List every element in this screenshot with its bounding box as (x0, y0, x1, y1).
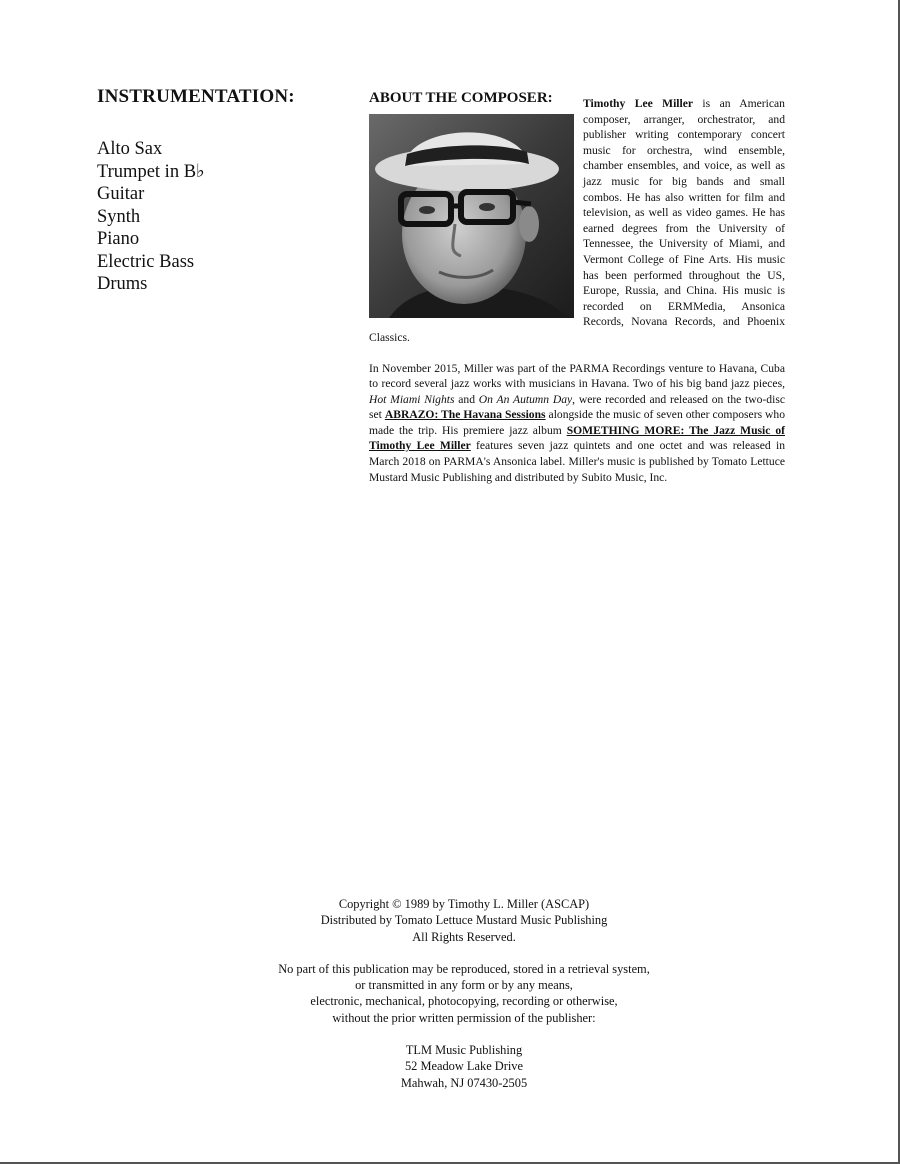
composer-name: Timothy Lee Miller (583, 97, 694, 110)
instrument-item: Trumpet in B♭ (97, 161, 205, 182)
instrumentation-heading: INSTRUMENTATION: (97, 86, 295, 107)
bio-2-text-d: alongside the music of seven other composers who made the trip. His premiere jazz album (369, 408, 786, 437)
rights-line: All Rights Reserved. (412, 929, 516, 944)
copyright-line: Copyright © 1989 by Timothy L. Miller (ASCAP) (338, 897, 590, 911)
instrument-item: Drums (97, 274, 148, 294)
something-more-album-link[interactable]: SOMETHING MORE: The Jazz Music of Timothy Lee Miller (369, 423, 785, 453)
instrument-item: Piano (97, 229, 140, 249)
instrument-item: Guitar (97, 184, 145, 204)
notice-line: without the prior written permission of the publisher: (332, 1010, 596, 1025)
bio-1-text: is an American composer, arranger, orchestrator, and publisher writing contemporary concert music for orchestra, wind ensemble, chamber ensembles, and voice, as well as jazz music for big bands and small combos. He has also written for film and television, as well as video games. He has earned degrees from the University of Tennessee, the University of Miami, and Vermont College of Fine Arts. His music has been performed throughout the US, Europe, Russia, and China. His music is recorded on ERMMedia, Ansonica Records, Novana Records, and Phoenix Classics. (369, 97, 785, 344)
notice-line: electronic, mechanical, photocopying, recording or otherwise, (310, 994, 618, 1009)
composer-photo (369, 114, 574, 318)
instrument-item: Electric Bass (97, 251, 195, 272)
bio-2-text-c: , were recorded and released on the two-disc set (369, 392, 785, 422)
about-heading: ABOUT THE COMPOSER: (369, 90, 553, 106)
instrument-list (97, 138, 337, 296)
notice-line: or transmitted in any form or by any means, (355, 978, 573, 993)
distribution-line: Distributed by Tomato Lettuce Mustard Music Publishing (320, 913, 608, 928)
city-state-zip: Mahwah, NJ 07430-2505 (400, 1075, 528, 1090)
bio-2-text-b: and (454, 392, 479, 406)
bio-2-text-e: features seven jazz quintets and one octet and was released in March 2018 on PARMA's Ansonica label. Miller's music is published by Tomato Lettuce Mustard Music Publishing and distributed by Subito Music, Inc. (369, 439, 785, 484)
composer-portrait-icon (369, 114, 574, 318)
publisher-address (200, 1042, 728, 1091)
bio-2-text-a: In November 2015, Miller was part of the PARMA Recordings venture to Havana, Cuba to record several jazz works with musicians in Havana. Two of his big band jazz pieces, (369, 361, 785, 391)
instrumentation-section (97, 86, 337, 296)
abrazo-album-link[interactable]: ABRAZO: The Havana Sessions (384, 408, 546, 422)
instrument-item: Alto Sax (97, 139, 163, 159)
copyright-footer (200, 896, 728, 1107)
reproduction-notice (200, 961, 728, 1026)
notice-line: No part of this publication may be reproduced, stored in a retrieval system, (278, 961, 650, 976)
publisher-name: TLM Music Publishing (405, 1043, 523, 1058)
copyright-block (200, 896, 728, 945)
bio-paragraph-2 (369, 361, 785, 486)
street-address: 52 Meadow Lake Drive (404, 1059, 523, 1074)
piece-title-2: On An Autumn Day (478, 392, 573, 406)
about-composer-section (369, 89, 785, 485)
instrument-item: Synth (97, 206, 141, 227)
piece-title-1: Hot Miami Nights (369, 392, 455, 406)
